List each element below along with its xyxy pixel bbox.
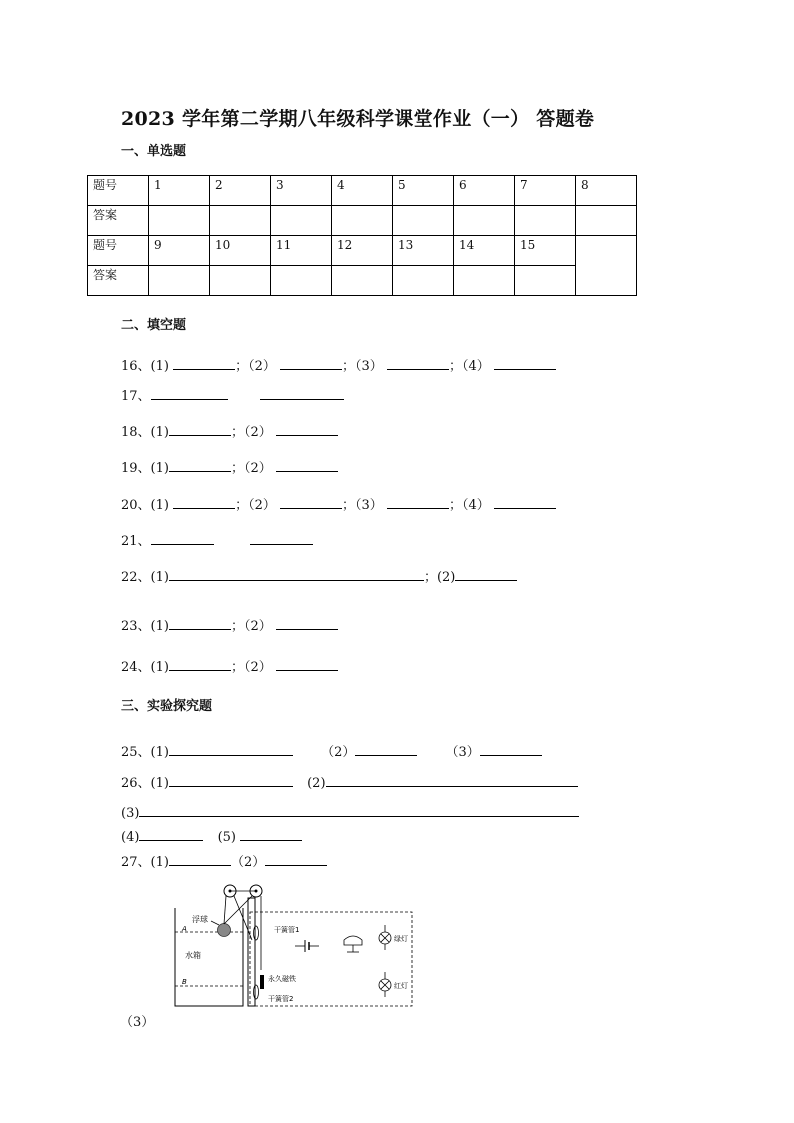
answer-blank[interactable] [280,356,342,370]
answer-blank[interactable] [139,803,579,817]
question-label: 20、(1) [121,498,169,513]
label-float: 浮球 [192,915,208,924]
part-label: (3) [121,806,140,821]
question-number: 6 [454,176,515,206]
question-number: 4 [332,176,393,206]
answer-blank[interactable] [280,495,342,509]
answer-blank[interactable] [265,852,327,866]
table-row [88,236,637,266]
table-row [88,266,637,296]
answer-line-27 [121,851,327,870]
part-label: ；（2） [235,498,276,513]
label-green-lamp: 绿灯 [394,935,408,943]
answer-blank[interactable] [139,827,203,841]
question-number: 12 [332,236,393,266]
answer-blank[interactable] [169,616,231,630]
table-label: 答案 [88,206,149,236]
part-label: ；（2） [230,619,272,634]
question-number: 13 [393,236,454,266]
table-label: 题号 [88,176,149,206]
part-label: ；（3） [342,359,383,374]
answer-blank[interactable] [169,657,231,671]
section-fill-blank: 二、填空题 [121,318,187,333]
part-label: (4) [121,830,140,845]
answer-blank[interactable] [169,422,231,436]
question-label: 21、 [121,534,151,549]
part-label: ；（3） [342,498,383,513]
answer-table [87,175,637,296]
answer-blank[interactable] [250,531,313,545]
question-number: 14 [454,236,515,266]
table-label: 答案 [88,266,149,296]
question-number: 15 [515,236,576,266]
question-number: 9 [149,236,210,266]
answer-blank[interactable] [326,773,578,787]
answer-cell[interactable] [149,266,210,296]
answer-line-17 [121,385,344,404]
answer-blank[interactable] [169,852,231,866]
table-label: 题号 [88,236,149,266]
label-a: A [182,925,187,933]
part-label: (5) [217,830,236,845]
answer-blank[interactable] [355,742,417,756]
table-row [88,206,637,236]
answer-cell[interactable] [149,206,210,236]
question-label: 19、(1) [121,461,169,476]
answer-cell[interactable] [576,206,637,236]
answer-cell[interactable] [515,206,576,236]
answer-cell[interactable] [210,266,271,296]
label-tank: 水箱 [185,951,201,960]
question-label: 23、(1) [121,619,169,634]
answer-blank[interactable] [276,422,338,436]
part-label: ；（4） [448,359,490,374]
answer-line-23 [121,615,338,634]
answer-blank[interactable] [169,458,231,472]
part-label: ；(2) [423,570,456,585]
reed-switch-2 [254,985,259,999]
section-single-choice: 一、单选题 [121,144,187,159]
answer-blank[interactable] [494,356,556,370]
label-red-lamp: 红灯 [394,982,408,990]
answer-blank[interactable] [480,742,542,756]
answer-blank[interactable] [276,458,338,472]
part-label: ；（4） [448,498,490,513]
question-label: 17、 [121,389,151,404]
label-b: B [182,978,187,986]
answer-line-24 [121,656,338,675]
answer-blank[interactable] [260,386,344,400]
part-label: ；（2） [235,359,276,374]
answer-blank[interactable] [169,773,293,787]
part-label: (2) [307,776,326,791]
answer-blank[interactable] [240,827,302,841]
answer-line-22 [121,566,517,585]
table-row [88,176,637,206]
part-label: ；（2） [230,660,272,675]
question-label: 18、(1) [121,425,169,440]
answer-blank[interactable] [455,567,517,581]
answer-line-26-45 [121,827,302,845]
answer-cell[interactable] [271,206,332,236]
answer-blank[interactable] [276,657,338,671]
answer-blank[interactable] [169,742,293,756]
answer-line-19 [121,457,338,476]
permanent-magnet [260,975,264,989]
question-label: 24、(1) [121,660,169,675]
question-number: 3 [271,176,332,206]
question-label: 22、(1) [121,570,169,585]
part-label-27-3: （3） [120,1015,155,1030]
answer-line-26 [121,772,578,791]
question-number: 10 [210,236,271,266]
section-experiment: 三、实验探究题 [121,699,213,714]
answer-blank[interactable] [387,495,449,509]
answer-cell[interactable] [393,266,454,296]
part-label: （2） [230,855,266,870]
empty-cell [576,236,637,296]
answer-cell[interactable] [210,206,271,236]
question-number: 8 [576,176,637,206]
question-label: 27、(1) [121,855,169,870]
answer-cell[interactable] [454,266,515,296]
part-label: ；（2） [230,461,272,476]
answer-blank[interactable] [276,616,338,630]
answer-blank[interactable] [151,386,228,400]
answer-cell[interactable] [271,266,332,296]
label-reed1: 干簧管1 [274,926,300,934]
answer-cell[interactable] [454,206,515,236]
label-magnet: 永久磁铁 [268,975,296,983]
answer-cell[interactable] [332,206,393,236]
answer-blank[interactable] [387,356,449,370]
water-tank-circuit-diagram [170,880,420,1012]
answer-line-21 [121,530,313,549]
question-number: 1 [149,176,210,206]
part-label: （2） [321,745,356,760]
answer-cell[interactable] [332,266,393,296]
question-label: 16、(1) [121,359,169,374]
float-ball [218,924,231,937]
answer-blank[interactable] [173,356,235,370]
answer-line-16 [121,355,556,374]
question-label: 25、(1) [121,745,169,760]
answer-blank[interactable] [173,495,235,509]
answer-blank[interactable] [494,495,556,509]
page-title: 2023 学年第二学期八年级科学课堂作业（一） 答题卷 [121,108,595,130]
part-label: （3） [445,745,480,760]
answer-line-20 [121,494,556,513]
answer-line-25 [121,741,542,760]
answer-blank[interactable] [151,531,214,545]
question-number: 7 [515,176,576,206]
question-number: 11 [271,236,332,266]
answer-line-18 [121,421,338,440]
question-number: 2 [210,176,271,206]
question-number: 5 [393,176,454,206]
reed-switch-1 [254,926,259,940]
label-reed2: 干簧管2 [268,995,294,1003]
question-label: 26、(1) [121,776,169,791]
answer-cell[interactable] [393,206,454,236]
answer-cell[interactable] [515,266,576,296]
answer-line-26-3 [121,803,579,821]
part-label: ；（2） [230,425,272,440]
answer-blank[interactable] [169,567,424,581]
